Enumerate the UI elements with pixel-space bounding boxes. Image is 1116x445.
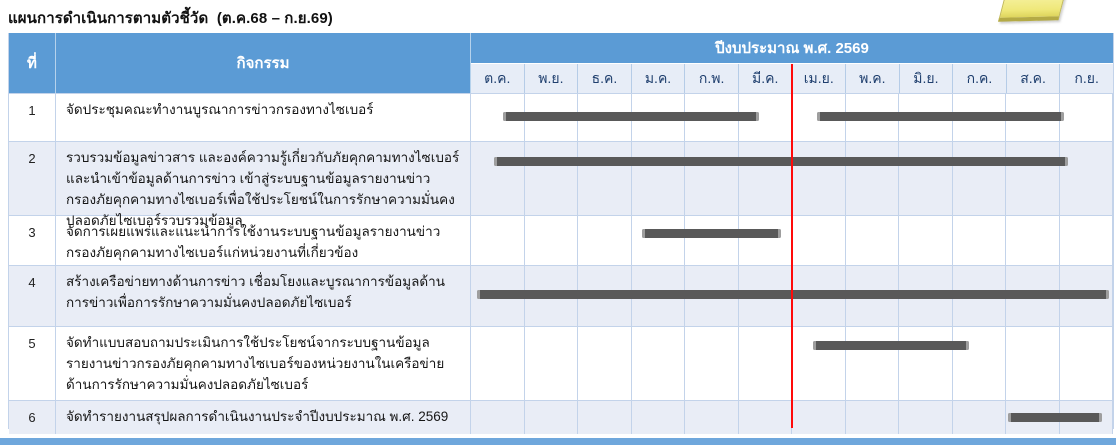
month-header-cell: ม.ค. (632, 64, 686, 93)
col-header-activity: กิจกรรม (56, 33, 471, 93)
current-date-line (791, 64, 793, 428)
month-grid-column (685, 216, 739, 265)
month-grid-column (1060, 94, 1114, 141)
month-header-cell: มิ.ย. (900, 64, 954, 93)
month-grid-column (685, 401, 739, 434)
month-grid-column (1060, 327, 1114, 400)
table-row (9, 326, 1113, 400)
month-grid-column (632, 142, 686, 215)
month-grid-column (953, 142, 1007, 215)
month-header-cell: ส.ค. (1007, 64, 1061, 93)
month-grid-column (525, 327, 579, 400)
month-grid-column (953, 401, 1007, 434)
table-header (9, 33, 1113, 93)
activity-text: จัดประชุมคณะทำงานบูรณาการข่าวกรองทางไซเบอร์ (56, 94, 471, 141)
month-grid-column (685, 142, 739, 215)
gantt-bar (1008, 413, 1102, 422)
month-header-cell: ก.พ. (685, 64, 739, 93)
month-grid-column (1006, 216, 1060, 265)
month-grid-column (739, 401, 793, 434)
row-number: 6 (9, 401, 56, 434)
month-grid-column (846, 401, 900, 434)
month-grid-column (792, 401, 846, 434)
row-number: 4 (9, 266, 56, 326)
table-row (9, 400, 1113, 434)
cropped-bottom-blue-strip (0, 438, 1116, 445)
month-grid-column (1006, 327, 1060, 400)
month-grid-column (739, 142, 793, 215)
month-grid-column (632, 401, 686, 434)
month-grid-column (578, 216, 632, 265)
month-header-cell: เม.ย. (792, 64, 846, 93)
table-row (9, 215, 1113, 265)
gantt-bar (813, 341, 969, 350)
month-grid-column (846, 142, 900, 215)
month-grid-column (578, 142, 632, 215)
gantt-bar (503, 112, 759, 121)
month-grid-column (846, 216, 900, 265)
month-grid-column (953, 216, 1007, 265)
month-grid-column (792, 216, 846, 265)
gantt-bar (477, 290, 1109, 299)
month-grid-column (685, 327, 739, 400)
table-row (9, 265, 1113, 326)
activity-text: จัดการเผยแพร่และแนะนำการใช้งานระบบฐานข้อมูลรายงานข่าวกรองภัยคุกคามทางไซเบอร์แก่หน่วยงานที่เกี่ยวข้อง (56, 216, 471, 265)
month-header-cell: มี.ค. (739, 64, 793, 93)
sticky-note-shape (998, 0, 1066, 22)
table-row (9, 141, 1113, 228)
month-grid-column (632, 327, 686, 400)
col-header-no: ที่ (9, 33, 56, 93)
row-number: 3 (9, 216, 56, 265)
month-header-cell: ก.ย. (1074, 69, 1099, 86)
month-grid-column (471, 401, 525, 434)
month-grid-column (471, 327, 525, 400)
page-title: แผนการดำเนินการตามตัวชี้วัด (ต.ค.68 – ก.ย.69) (8, 10, 333, 27)
month-grid-column (899, 216, 953, 265)
month-header-cell: ต.ค. (471, 64, 525, 93)
activity-text: สร้างเครือข่ายทางด้านการข่าว เชื่อมโยงและบูรณาการข้อมูลด้านการข่าวเพื่อการรักษาความมั่นคงปลอดภัยไซเบอร์ (56, 266, 471, 326)
gantt-table (8, 33, 1114, 429)
month-grid-column (1060, 142, 1114, 215)
month-grid-column (471, 142, 525, 215)
month-grid-column (792, 327, 846, 400)
activity-text: จัดทำรายงานสรุปผลการดำเนินงานประจำปีงบประมาณ พ.ศ. 2569 (56, 401, 471, 434)
activity-text: จัดทำแบบสอบถามประเมินการใช้ประโยชน์จากระบบฐานข้อมูลรายงานข่าวกรองภัยคุกคามทางไซเบอร์ของหน่วยงานในเครือข่ายด้านการรักษาความมั่นคงปลอดภัยไซเบอร์ (56, 327, 471, 400)
row-number: 5 (9, 327, 56, 400)
month-grid-column (846, 327, 900, 400)
month-grid-column (471, 216, 525, 265)
month-grid-column (899, 327, 953, 400)
month-grid-column (739, 327, 793, 400)
month-grid-column (1006, 142, 1060, 215)
month-grid-column (525, 216, 579, 265)
month-grid-column (953, 327, 1007, 400)
month-grid-column (578, 401, 632, 434)
month-header-cell: พ.ย. (525, 64, 579, 93)
month-grid-column (632, 216, 686, 265)
gantt-bar (642, 229, 781, 238)
fiscal-year-header: ปีงบประมาณ พ.ศ. 2569 (471, 33, 1113, 64)
table-body (9, 93, 1113, 434)
gantt-bar (817, 112, 1064, 121)
activity-text: รวบรวมข้อมูลข่าวสาร และองค์ความรู้เกี่ยวกับภัยคุกคามทางไซเบอร์และนำเข้าข้อมูลด้านการข่าว เข้าสู่ระบบฐานข้อมูลรายงานข่าวกรองภัยคุกคามทางไซเบอร์เพื่อใช้ประโยชน์ในการรักษาความมั่นคงปลอดภัยไซเบอร์รวบรวมข้อมูล (56, 142, 471, 215)
month-header-cell: พ.ค. (846, 64, 900, 93)
month-header-cell: ธ.ค. (578, 64, 632, 93)
month-header-cell: ก.ค. (953, 64, 1007, 93)
row-number: 2 (9, 142, 56, 215)
table-row (9, 93, 1113, 141)
month-grid-column (525, 401, 579, 434)
row-number: 1 (9, 94, 56, 141)
month-grid-column (739, 216, 793, 265)
month-grid-column (899, 142, 953, 215)
month-grid-column (899, 401, 953, 434)
month-grid-column (792, 142, 846, 215)
month-grid-column (1060, 216, 1114, 265)
month-grid-column (525, 142, 579, 215)
gantt-bar (494, 157, 1068, 166)
month-grid-column (578, 327, 632, 400)
